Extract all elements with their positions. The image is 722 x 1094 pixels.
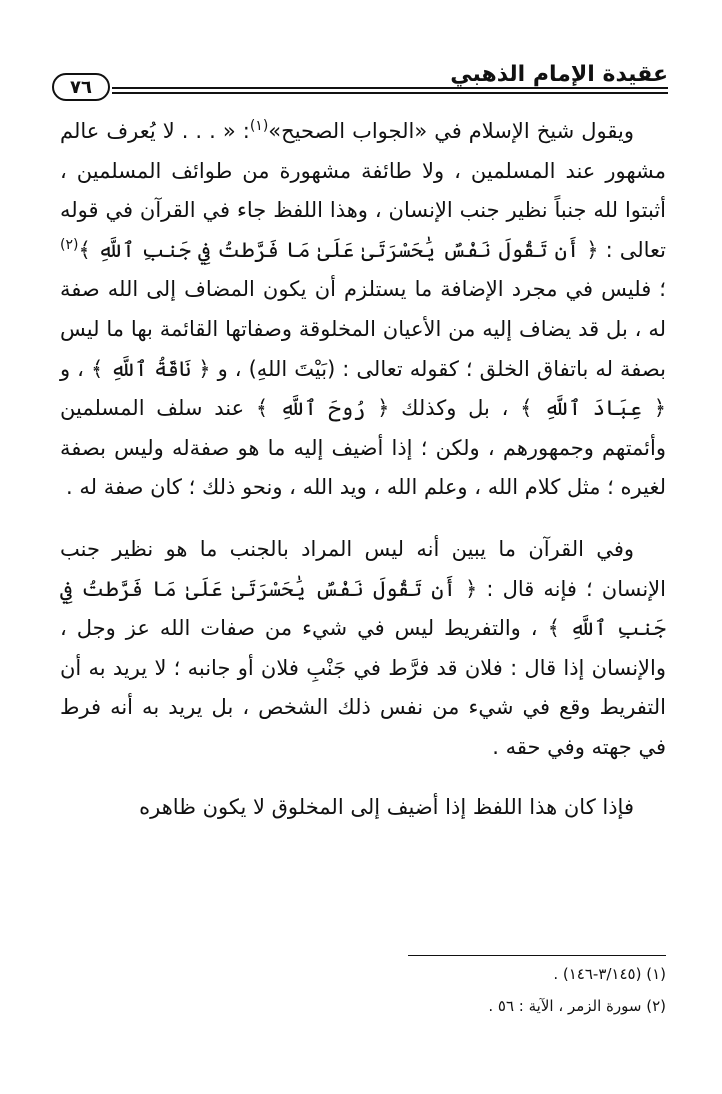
footnotes [106, 958, 666, 1022]
paragraph: فإذا كان هذا اللفظ إذا أضيف إلى المخلوق لا يكون ظاهره [139, 794, 634, 819]
text-segment: : « . . . لا يُعرف عالم مشهور عند المسلمين ، ولا طائفة مشهورة من طوائف المسلمين ، أثبتوا لله جنباً نظير جنب الإنسان ، وهذا اللفظ جاء في القرآن في قوله تعالى : [60, 119, 666, 262]
page-header [52, 60, 668, 102]
footnote: (١) (٣/١٤٥-١٤٦) . [553, 965, 666, 983]
quran-verse: ﴿ أَن تَقُولَ نَفْسٌ يَٰحَسْرَتَىٰ عَلَىٰ مَا فَرَّطتُ فِي جَنبِ ٱللَّهِ ﴾ [78, 237, 599, 262]
running-title: عقيدة الإمام الذهبي [450, 62, 668, 87]
quran-verse: ﴿ نَاقَةُ ٱللَّهِ ﴾ [91, 356, 211, 381]
text-segment: ، والتفريط ليس في شيء من صفات الله عز وجل ، والإنسان إذا قال : فلان قد فرَّط في جَنْبِ فلان أو جانبه ؛ لا يريد به أن التفريط وقع في شيء من نفس ذلك الشخص ، بل يريد به أنه فرط في جهته وفي حقه . [60, 616, 666, 759]
paragraph [60, 530, 666, 768]
header-rule [112, 87, 668, 89]
text-segment: ويقول شيخ الإسلام في «الجواب الصحيح» [268, 119, 634, 143]
page-number: ٧٦ [52, 73, 110, 101]
quran-verse: ﴿ عِبَادَ ٱللَّهِ ﴾ [520, 396, 666, 421]
header-rule [112, 92, 668, 94]
footnote: (٢) سورة الزمر ، الآية : ٥٦ . [488, 997, 666, 1015]
footnote-marker: (٢) [60, 236, 79, 253]
text-segment: ، و [60, 356, 91, 381]
paragraph [60, 112, 666, 508]
main-text [60, 112, 666, 849]
text-segment: ؛ فليس في مجرد الإضافة ما يستلزم أن يكون المضاف إلى الله صفة له ، بل قد يضاف إليه من الأعيان المخلوقة وصفاتها القائمة بها ما ليس بصفة له باتفاق الخلق ؛ كقوله تعالى : (بَيْتَ اللهِ) ، و [60, 277, 666, 381]
quran-verse: ﴿ رُوحَ ٱللَّهِ ﴾ [255, 396, 390, 421]
text-segment: وفي القرآن ما يبين أنه ليس المراد بالجنب ما هو نظير جنب الإنسان ؛ فإنه قال : [60, 536, 666, 601]
text-segment: ، بل وكذلك [389, 396, 521, 421]
quran-verse: ﴿ أَن تَقُولَ نَفْسٌ يَٰحَسْرَتَىٰ عَلَىٰ مَا فَرَّطتُ فِي جَنبِ ٱللَّهِ ﴾ [60, 576, 666, 641]
footnote-marker: (١) [249, 118, 269, 134]
text-segment: عند سلف المسلمين وأئمتهم وجمهورهم ، ولكن ؛ إذا أضيف إليه ما هو صفةله وليس بصفة لغيره ؛ مثل كلام الله ، وعلم الله ، ويد الله ، ونحو ذلك ؛ كان صفة له . [60, 396, 666, 500]
footnote-separator [408, 955, 666, 956]
